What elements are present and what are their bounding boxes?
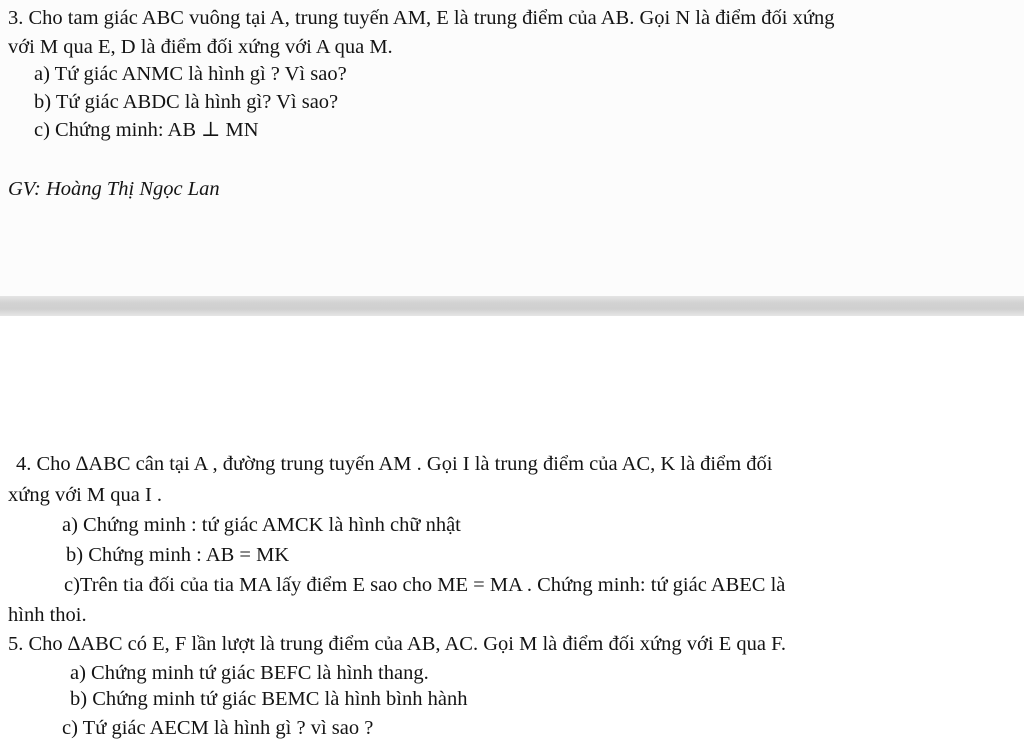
page-divider <box>0 296 1024 316</box>
problem3-part-a: a) Tứ giác ANMC là hình gì ? Vì sao? <box>34 63 347 85</box>
problem4-part-c-line1: c)Trên tia đối của tia MA lấy điểm E sao cho ME = MA . Chứng minh: tứ giác ABEC là <box>64 574 786 596</box>
teacher-signature: GV: Hoàng Thị Ngọc Lan <box>8 178 220 200</box>
problem3-part-c: c) Chứng minh: AB ⊥ MN <box>34 119 259 141</box>
problem3-part-b: b) Tứ giác ABDC là hình gì? Vì sao? <box>34 91 339 113</box>
problem4-part-a: a) Chứng minh : tứ giác AMCK là hình chữ nhật <box>62 514 461 536</box>
problem4-part-c-line2: hình thoi. <box>8 604 87 626</box>
problem5-part-b: b) Chứng minh tứ giác BEMC là hình bình hành <box>70 688 468 710</box>
problem4-statement-line1: 4. Cho ∆ABC cân tại A , đường trung tuyến AM . Gọi I là trung điểm của AC, K là điểm đối <box>16 453 773 475</box>
problem4-part-b: b) Chứng minh : AB = MK <box>66 544 290 566</box>
problem3-statement-line1: 3. Cho tam giác ABC vuông tại A, trung tuyến AM, E là trung điểm của AB. Gọi N là điểm đối xứng <box>8 7 835 29</box>
problem5-part-c: c) Tứ giác AECM là hình gì ? vì sao ? <box>62 717 374 739</box>
problem4-statement-line2: xứng với M qua I . <box>8 484 163 506</box>
problem5-part-a: a) Chứng minh tứ giác BEFC là hình thang. <box>70 662 429 684</box>
problem3-statement-line2: với M qua E, D là điểm đối xứng với A qua M. <box>8 36 393 58</box>
problem5-statement: 5. Cho ∆ABC có E, F lần lượt là trung điểm của AB, AC. Gọi M là điểm đối xứng với E qua F. <box>8 633 786 655</box>
